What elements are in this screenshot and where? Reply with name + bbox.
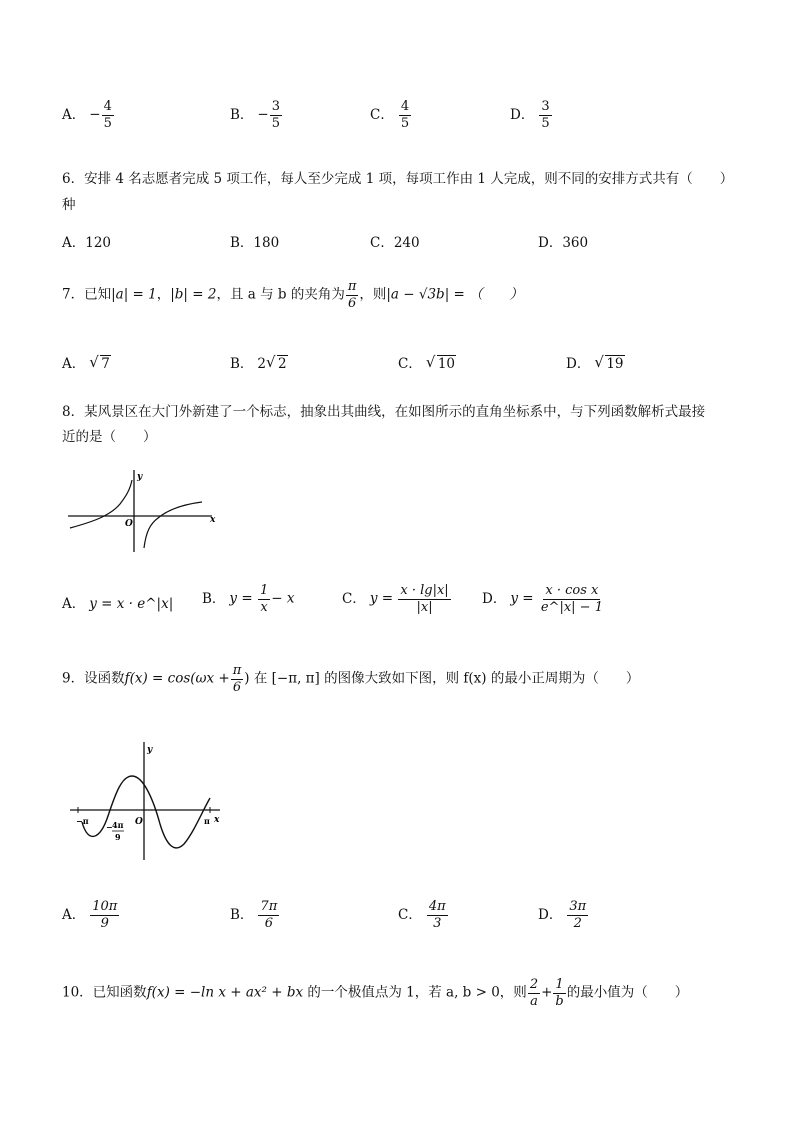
- option-expression: y = x · e^|x|: [89, 596, 174, 612]
- radicand: 19: [606, 356, 624, 372]
- option-fraction: [270, 100, 282, 130]
- denominator: |x|: [416, 599, 433, 615]
- numerator: 4: [103, 99, 112, 114]
- mark-sign: −: [106, 822, 113, 832]
- q9-suffix: ) 在 [−π, π] 的图像大致如下图，则 f(x) 的最小正周期为（ ）: [244, 670, 640, 687]
- numerator: 3π: [569, 899, 587, 914]
- option-label: D．: [510, 106, 535, 123]
- q7-prefix: 7．已知: [62, 286, 112, 303]
- sqrt-icon: √ 7: [89, 353, 110, 372]
- sqrt-icon: √ 2: [266, 353, 287, 372]
- q8-stem-line2: 近的是（ ）: [62, 429, 157, 445]
- option-fraction: [258, 584, 270, 614]
- q6-option-b[interactable]: B．180: [230, 235, 280, 251]
- q9-option-b[interactable]: [230, 900, 280, 930]
- numerator: π: [232, 663, 242, 678]
- q7-option-c[interactable]: [398, 352, 456, 372]
- q7-option-b[interactable]: [230, 352, 288, 372]
- q5-option-b[interactable]: [230, 100, 283, 130]
- sqrt-icon: √ 10: [425, 353, 456, 372]
- q7-then: ，则: [359, 286, 387, 303]
- q9-function: f(x) = cos(ωx +: [124, 670, 230, 687]
- q5-option-c[interactable]: [370, 100, 412, 130]
- option-lhs: y =: [510, 590, 534, 607]
- option-lhs: y =: [229, 590, 253, 607]
- option-label: D．: [538, 906, 563, 923]
- option-label: D．: [482, 590, 507, 607]
- q6-stem-line2: 种: [62, 197, 76, 213]
- y-label: y: [147, 745, 153, 755]
- option-fraction: [399, 100, 411, 130]
- sqrt-icon: √ 19: [594, 353, 624, 372]
- right-bound-label: π: [204, 816, 210, 826]
- option-label: A．: [62, 906, 86, 923]
- option-label: B．: [230, 906, 254, 923]
- q7-a-magnitude: |a| = 1: [111, 286, 157, 303]
- denominator: 6: [232, 679, 242, 695]
- q7-angle-fraction: [346, 280, 359, 310]
- option-label: B．: [202, 590, 226, 607]
- q9-option-c[interactable]: [398, 900, 449, 930]
- q7-mid-text: ，且 a 与 b 的夹角为: [216, 286, 345, 303]
- left-bound-label: −π: [76, 816, 89, 826]
- q8-option-d[interactable]: [482, 584, 606, 614]
- option-fraction: [539, 584, 605, 614]
- q7-option-a[interactable]: [62, 352, 111, 372]
- option-fraction: [539, 100, 551, 130]
- denominator: 5: [400, 115, 410, 131]
- numerator: 3: [541, 99, 550, 114]
- q10-suffix: 的最小值为（ ）: [566, 984, 689, 1001]
- denominator: 9: [100, 915, 109, 931]
- radicand: 10: [437, 356, 456, 372]
- option-label: C．: [342, 590, 366, 607]
- option-sign: −: [257, 106, 269, 123]
- option-label: B．: [230, 356, 254, 372]
- numerator: 4π: [428, 899, 446, 914]
- denominator: x: [260, 599, 268, 615]
- q10-fraction-2: [553, 978, 565, 1008]
- option-label: C．: [370, 106, 394, 123]
- x-label: x: [210, 515, 216, 525]
- q9-prefix: 9．设函数: [62, 670, 125, 687]
- option-label: D．: [566, 356, 591, 372]
- q7-expression: |a − √3b| = （ ）: [386, 286, 524, 303]
- option-rhs: − x: [271, 590, 295, 607]
- x-label: x: [214, 815, 220, 825]
- denominator: 5: [271, 115, 281, 131]
- option-sign: −: [89, 106, 101, 123]
- denominator: 3: [433, 915, 442, 931]
- numerator: 1: [259, 583, 269, 598]
- numerator: 1: [555, 977, 564, 992]
- q7-separator: ，: [156, 286, 171, 303]
- option-fraction: [102, 100, 114, 130]
- numerator: x · cos x: [545, 583, 599, 598]
- q5-option-a[interactable]: [62, 100, 115, 130]
- curve-left-branch: [70, 480, 132, 528]
- q6-option-a[interactable]: A．120: [62, 235, 112, 251]
- q5-option-d[interactable]: [510, 100, 553, 130]
- plus-sign: +: [541, 984, 553, 1001]
- q9-option-a[interactable]: [62, 900, 120, 930]
- q10-mid-text: 的一个极值点为 1，若 a, b > 0，则: [307, 984, 527, 1001]
- numerator: 4: [400, 99, 410, 114]
- q6-stem-line1: 6．安排 4 名志愿者完成 5 项工作，每人至少完成 1 项，每项工作由 1 人完成，则不同的安排方式共有（ ）: [62, 171, 734, 187]
- numerator: x · lg|x|: [400, 583, 449, 598]
- q7-b-magnitude: |b| = 2: [170, 286, 217, 303]
- q7-option-d[interactable]: [566, 352, 625, 372]
- numerator: 10π: [92, 899, 118, 914]
- option-coefficient: 2: [257, 356, 267, 372]
- y-label: y: [137, 472, 143, 482]
- denominator: 5: [541, 115, 550, 131]
- option-label: B．: [230, 106, 254, 123]
- origin-label: O: [125, 519, 133, 529]
- q8-stem-line1: 8．某风景区在大门外新建了一个标志，抽象出其曲线，在如图所示的直角坐标系中，与下列函数解析式最接: [62, 404, 706, 420]
- option-lhs: y =: [369, 590, 394, 607]
- radicand: 2: [278, 356, 287, 372]
- q6-option-c[interactable]: C．240: [370, 235, 420, 251]
- q9-phase-fraction: [231, 664, 244, 694]
- mark-denominator: 9: [115, 832, 121, 842]
- denominator: a: [530, 993, 538, 1009]
- q8-option-c[interactable]: [342, 584, 452, 614]
- denominator: 5: [103, 115, 112, 131]
- mark-numerator: 4π: [112, 820, 124, 830]
- numerator: 2: [529, 977, 539, 992]
- option-fraction: [398, 584, 450, 614]
- q6-option-d[interactable]: D．360: [538, 235, 589, 251]
- cosine-curve: [82, 776, 210, 848]
- q10-function: f(x) = −ln x + ax² + bx: [146, 984, 304, 1001]
- q9-stem: [62, 664, 639, 694]
- q8-option-a[interactable]: [62, 592, 173, 612]
- q9-option-d[interactable]: [538, 900, 589, 930]
- option-fraction: [258, 900, 279, 930]
- option-fraction: [567, 900, 588, 930]
- option-label: C．: [398, 356, 422, 372]
- numerator: 3: [271, 99, 281, 114]
- numerator: π: [347, 279, 357, 294]
- option-label: A．: [62, 106, 86, 123]
- option-label: A．: [62, 596, 86, 612]
- option-fraction: [90, 900, 119, 930]
- denominator: 2: [573, 915, 582, 931]
- q10-stem: [62, 978, 688, 1008]
- curve-right-branch: [144, 502, 202, 548]
- q10-prefix: 10．已知函数: [62, 984, 147, 1001]
- option-fraction: [427, 900, 448, 930]
- denominator: b: [555, 993, 564, 1009]
- q8-graph: [62, 462, 222, 554]
- radicand: 7: [101, 356, 110, 372]
- q7-stem: [62, 280, 523, 310]
- q8-option-b[interactable]: [202, 584, 294, 614]
- q9-graph: [62, 732, 232, 864]
- denominator: 6: [347, 295, 357, 311]
- denominator: e^|x| − 1: [540, 599, 603, 615]
- denominator: 6: [264, 915, 273, 931]
- numerator: 7π: [260, 899, 278, 914]
- q10-fraction-1: [528, 978, 540, 1008]
- option-label: A．: [62, 356, 86, 372]
- option-label: C．: [398, 906, 422, 923]
- origin-label: O: [135, 817, 143, 827]
